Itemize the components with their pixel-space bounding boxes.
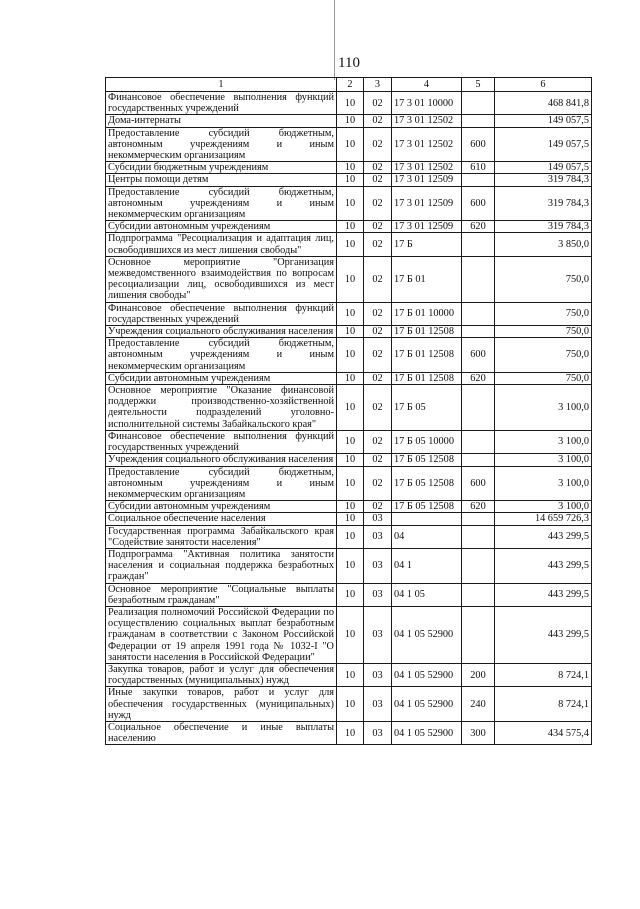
subsection-code-cell: 02 <box>364 454 392 466</box>
table-row <box>106 326 592 338</box>
section-code-cell: 10 <box>337 92 364 115</box>
target-article-cell: 17 Б 05 <box>392 385 462 431</box>
row-name-cell: Предоставление субсидий бюджетным, автономным учреждениям и иным некоммерческим организациям <box>106 338 337 373</box>
budget-table <box>105 77 592 745</box>
section-code-cell: 10 <box>337 372 364 384</box>
column-header: 1 <box>106 78 337 92</box>
row-name-cell: Предоставление субсидий бюджетным, автономным учреждениям и иным некоммерческим организациям <box>106 466 337 501</box>
subsection-code-cell: 02 <box>364 233 392 256</box>
target-article-cell: 17 Б 01 10000 <box>392 302 462 325</box>
section-code-cell: 10 <box>337 525 364 548</box>
subsection-code-cell: 02 <box>364 326 392 338</box>
amount-cell: 149 057,5 <box>495 127 592 162</box>
amount-cell: 319 784,3 <box>495 221 592 233</box>
expense-type-cell <box>462 115 495 127</box>
table-row <box>106 127 592 162</box>
subsection-code-cell: 03 <box>364 606 392 663</box>
target-article-cell: 17 3 01 12509 <box>392 221 462 233</box>
row-name-cell: Основное мероприятие "Социальные выплаты безработным гражданам" <box>106 583 337 606</box>
column-header: 5 <box>462 78 495 92</box>
section-code-cell: 10 <box>337 687 364 722</box>
row-name-cell: Дома-интернаты <box>106 115 337 127</box>
target-article-cell: 17 Б 05 12508 <box>392 501 462 513</box>
table-row <box>106 338 592 373</box>
target-article-cell: 17 Б 01 <box>392 256 462 302</box>
page-number: 110 <box>338 55 360 71</box>
subsection-code-cell: 02 <box>364 127 392 162</box>
amount-cell: 149 057,5 <box>495 115 592 127</box>
amount-cell: 319 784,3 <box>495 186 592 221</box>
amount-cell: 443 299,5 <box>495 548 592 583</box>
expense-type-cell <box>462 174 495 186</box>
table-row <box>106 186 592 221</box>
row-name-cell: Финансовое обеспечение выполнения функций государственных учреждений <box>106 302 337 325</box>
section-code-cell: 10 <box>337 548 364 583</box>
expense-type-cell <box>462 233 495 256</box>
budget-table-body <box>106 92 592 745</box>
expense-type-cell <box>462 256 495 302</box>
amount-cell: 443 299,5 <box>495 583 592 606</box>
section-code-cell: 10 <box>337 127 364 162</box>
amount-cell: 468 841,8 <box>495 92 592 115</box>
row-name-cell: Финансовое обеспечение выполнения функций государственных учреждений <box>106 92 337 115</box>
row-name-cell: Социальное обеспечение и иные выплаты населению <box>106 721 337 744</box>
table-row <box>106 583 592 606</box>
section-code-cell: 10 <box>337 385 364 431</box>
amount-cell: 443 299,5 <box>495 606 592 663</box>
row-name-cell: Субсидии автономным учреждениям <box>106 501 337 513</box>
subsection-code-cell: 02 <box>364 338 392 373</box>
target-article-cell: 04 1 05 <box>392 583 462 606</box>
section-code-cell: 10 <box>337 302 364 325</box>
expense-type-cell: 600 <box>462 338 495 373</box>
target-article-cell: 04 1 05 52900 <box>392 606 462 663</box>
expense-type-cell: 620 <box>462 221 495 233</box>
subsection-code-cell: 03 <box>364 548 392 583</box>
scan-fold-line <box>334 0 335 80</box>
section-code-cell: 10 <box>337 115 364 127</box>
column-header: 4 <box>392 78 462 92</box>
target-article-cell: 17 3 01 12502 <box>392 162 462 174</box>
amount-cell: 750,0 <box>495 338 592 373</box>
expense-type-cell: 610 <box>462 162 495 174</box>
amount-cell: 8 724,1 <box>495 687 592 722</box>
subsection-code-cell: 02 <box>364 174 392 186</box>
target-article-cell: 17 3 01 10000 <box>392 92 462 115</box>
expense-type-cell: 620 <box>462 501 495 513</box>
table-row <box>106 256 592 302</box>
expense-type-cell <box>462 548 495 583</box>
target-article-cell <box>392 513 462 525</box>
subsection-code-cell: 03 <box>364 513 392 525</box>
section-code-cell: 10 <box>337 583 364 606</box>
row-name-cell: Основное мероприятие "Организация межведомственного взаимодействия по вопросам ресоциализации лиц, освободившихся из мест лишения свободы" <box>106 256 337 302</box>
subsection-code-cell: 02 <box>364 115 392 127</box>
target-article-cell: 17 Б 05 12508 <box>392 454 462 466</box>
row-name-cell: Субсидии автономным учреждениям <box>106 221 337 233</box>
amount-cell: 319 784,3 <box>495 174 592 186</box>
expense-type-cell <box>462 385 495 431</box>
section-code-cell: 10 <box>337 454 364 466</box>
section-code-cell: 10 <box>337 338 364 373</box>
amount-cell: 149 057,5 <box>495 162 592 174</box>
table-row <box>106 466 592 501</box>
expense-type-cell: 600 <box>462 186 495 221</box>
subsection-code-cell: 03 <box>364 525 392 548</box>
target-article-cell: 17 3 01 12502 <box>392 127 462 162</box>
table-row <box>106 92 592 115</box>
row-name-cell: Подпрограмма "Ресоциализация и адаптация лиц, освободившихся из мест лишения свободы" <box>106 233 337 256</box>
row-name-cell: Учреждения социального обслуживания населения <box>106 326 337 338</box>
amount-cell: 14 659 726,3 <box>495 513 592 525</box>
target-article-cell: 17 Б 01 12508 <box>392 326 462 338</box>
row-name-cell: Субсидии автономным учреждениям <box>106 372 337 384</box>
subsection-code-cell: 02 <box>364 302 392 325</box>
subsection-code-cell: 02 <box>364 372 392 384</box>
section-code-cell: 10 <box>337 466 364 501</box>
subsection-code-cell: 02 <box>364 162 392 174</box>
subsection-code-cell: 03 <box>364 721 392 744</box>
section-code-cell: 10 <box>337 186 364 221</box>
column-header: 6 <box>495 78 592 92</box>
table-row <box>106 372 592 384</box>
row-name-cell: Государственная программа Забайкальского края "Содействие занятости населения" <box>106 525 337 548</box>
target-article-cell: 17 Б 01 12508 <box>392 338 462 373</box>
expense-type-cell: 240 <box>462 687 495 722</box>
section-code-cell: 10 <box>337 256 364 302</box>
amount-cell: 3 100,0 <box>495 385 592 431</box>
header-row <box>106 78 592 92</box>
amount-cell: 3 100,0 <box>495 454 592 466</box>
target-article-cell: 17 3 01 12509 <box>392 174 462 186</box>
subsection-code-cell: 02 <box>364 466 392 501</box>
target-article-cell: 04 1 05 52900 <box>392 687 462 722</box>
amount-cell: 434 575,4 <box>495 721 592 744</box>
subsection-code-cell: 02 <box>364 501 392 513</box>
target-article-cell: 04 1 05 52900 <box>392 663 462 686</box>
row-name-cell: Центры помощи детям <box>106 174 337 186</box>
section-code-cell: 10 <box>337 721 364 744</box>
expense-type-cell <box>462 326 495 338</box>
target-article-cell: 17 Б 01 12508 <box>392 372 462 384</box>
table-row <box>106 385 592 431</box>
row-name-cell: Основное мероприятие "Оказание финансовой поддержки производственно-хозяйственной деятельности подразделений уголовно-исполнительной системы Забайкальского края" <box>106 385 337 431</box>
section-code-cell: 10 <box>337 162 364 174</box>
row-name-cell: Социальное обеспечение населения <box>106 513 337 525</box>
target-article-cell: 17 Б 05 12508 <box>392 466 462 501</box>
subsection-code-cell: 02 <box>364 256 392 302</box>
amount-cell: 3 850,0 <box>495 233 592 256</box>
column-header: 2 <box>337 78 364 92</box>
expense-type-cell <box>462 430 495 453</box>
row-name-cell: Учреждения социального обслуживания населения <box>106 454 337 466</box>
section-code-cell: 10 <box>337 233 364 256</box>
target-article-cell: 04 1 <box>392 548 462 583</box>
target-article-cell: 17 Б 05 10000 <box>392 430 462 453</box>
expense-type-cell <box>462 92 495 115</box>
section-code-cell: 10 <box>337 606 364 663</box>
subsection-code-cell: 02 <box>364 430 392 453</box>
table-row <box>106 525 592 548</box>
table-row <box>106 606 592 663</box>
amount-cell: 3 100,0 <box>495 501 592 513</box>
section-code-cell: 10 <box>337 501 364 513</box>
subsection-code-cell: 03 <box>364 663 392 686</box>
expense-type-cell <box>462 525 495 548</box>
table-row <box>106 174 592 186</box>
amount-cell: 750,0 <box>495 326 592 338</box>
table-row <box>106 430 592 453</box>
table-row <box>106 221 592 233</box>
expense-type-cell <box>462 583 495 606</box>
row-name-cell: Субсидии бюджетным учреждениям <box>106 162 337 174</box>
amount-cell: 750,0 <box>495 302 592 325</box>
expense-type-cell <box>462 513 495 525</box>
table-row <box>106 115 592 127</box>
subsection-code-cell: 02 <box>364 221 392 233</box>
expense-type-cell: 600 <box>462 127 495 162</box>
table-row <box>106 501 592 513</box>
subsection-code-cell: 03 <box>364 583 392 606</box>
row-name-cell: Предоставление субсидий бюджетным, автономным учреждениям и иным некоммерческим организациям <box>106 127 337 162</box>
target-article-cell: 17 Б <box>392 233 462 256</box>
table-row <box>106 233 592 256</box>
table-row <box>106 454 592 466</box>
expense-type-cell <box>462 606 495 663</box>
amount-cell: 750,0 <box>495 372 592 384</box>
expense-type-cell: 600 <box>462 466 495 501</box>
row-name-cell: Подпрограмма "Активная политика занятости населения и социальная поддержка безработных граждан" <box>106 548 337 583</box>
row-name-cell: Предоставление субсидий бюджетным, автономным учреждениям и иным некоммерческим организациям <box>106 186 337 221</box>
row-name-cell: Закупка товаров, работ и услуг для обеспечения государственных (муниципальных) нужд <box>106 663 337 686</box>
section-code-cell: 10 <box>337 174 364 186</box>
column-header: 3 <box>364 78 392 92</box>
table-row <box>106 162 592 174</box>
subsection-code-cell: 02 <box>364 385 392 431</box>
row-name-cell: Иные закупки товаров, работ и услуг для обеспечения государственных (муниципальных) нужд <box>106 687 337 722</box>
table-row <box>106 687 592 722</box>
amount-cell: 3 100,0 <box>495 430 592 453</box>
expense-type-cell: 300 <box>462 721 495 744</box>
section-code-cell: 10 <box>337 513 364 525</box>
table-row <box>106 548 592 583</box>
section-code-cell: 10 <box>337 326 364 338</box>
subsection-code-cell: 02 <box>364 92 392 115</box>
row-name-cell: Реализация полномочий Российской Федерации по осуществлению социальных выплат безработным гражданам в соответствии с Законом Российской Федерации от 19 апреля 1991 года № 1032-I "О занятости населения в Российской Федерации" <box>106 606 337 663</box>
expense-type-cell: 200 <box>462 663 495 686</box>
target-article-cell: 04 <box>392 525 462 548</box>
target-article-cell: 04 1 05 52900 <box>392 721 462 744</box>
subsection-code-cell: 02 <box>364 186 392 221</box>
table-row <box>106 663 592 686</box>
row-name-cell: Финансовое обеспечение выполнения функций государственных учреждений <box>106 430 337 453</box>
section-code-cell: 10 <box>337 430 364 453</box>
section-code-cell: 10 <box>337 663 364 686</box>
table-row <box>106 721 592 744</box>
amount-cell: 8 724,1 <box>495 663 592 686</box>
expense-type-cell <box>462 302 495 325</box>
expense-type-cell <box>462 454 495 466</box>
table-row <box>106 513 592 525</box>
subsection-code-cell: 03 <box>364 687 392 722</box>
target-article-cell: 17 3 01 12502 <box>392 115 462 127</box>
expense-type-cell: 620 <box>462 372 495 384</box>
amount-cell: 443 299,5 <box>495 525 592 548</box>
table-row <box>106 302 592 325</box>
amount-cell: 3 100,0 <box>495 466 592 501</box>
section-code-cell: 10 <box>337 221 364 233</box>
target-article-cell: 17 3 01 12509 <box>392 186 462 221</box>
amount-cell: 750,0 <box>495 256 592 302</box>
